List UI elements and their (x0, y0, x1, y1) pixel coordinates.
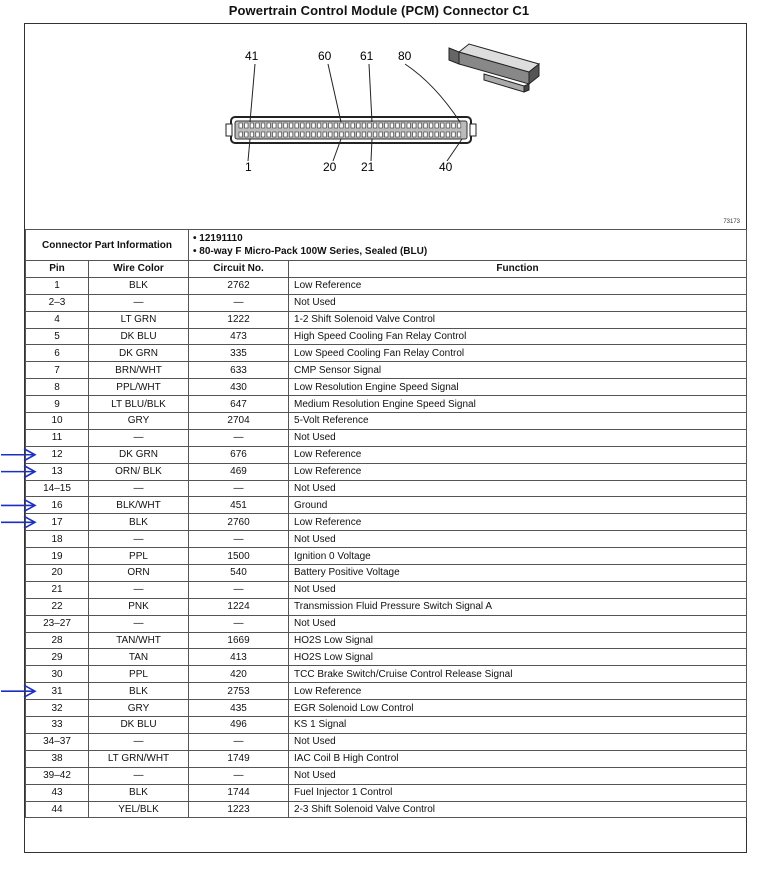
function-cell: 1-2 Shift Solenoid Valve Control (289, 311, 747, 328)
pin-cavity (385, 132, 388, 137)
latch-right (470, 124, 476, 136)
circuit-cell: 2760 (189, 514, 289, 531)
pin-cavity (245, 132, 248, 137)
pin-cavity (429, 132, 432, 137)
function-cell: Not Used (289, 531, 747, 548)
pin-cell: 1 (26, 277, 89, 294)
pin-cell: 23–27 (26, 615, 89, 632)
pin-cell: 12 (26, 446, 89, 463)
function-cell: KS 1 Signal (289, 717, 747, 734)
table-row (26, 801, 747, 818)
function-cell: Not Used (289, 615, 747, 632)
wire-color-cell: — (89, 733, 189, 750)
circuit-cell: 435 (189, 700, 289, 717)
function-cell: Not Used (289, 767, 747, 784)
pin-cavity (317, 132, 320, 137)
page-title: Powertrain Control Module (PCM) Connector C1 (228, 3, 530, 18)
pin-cavity (401, 123, 404, 128)
circuit-cell: 2753 (189, 683, 289, 700)
table-row (26, 615, 747, 632)
function-cell: Not Used (289, 294, 747, 311)
pin-cavity (284, 132, 287, 137)
table-row (26, 717, 747, 734)
pin-cavity (329, 123, 332, 128)
wire-color-cell: BRN/WHT (89, 362, 189, 379)
pin-cavity (334, 132, 337, 137)
pin-cell: 20 (26, 565, 89, 582)
pin-cavity (401, 132, 404, 137)
table-row (26, 429, 747, 446)
pin-cavity (250, 123, 253, 128)
pin-cell: 6 (26, 345, 89, 362)
wire-color-cell: DK GRN (89, 446, 189, 463)
circuit-cell: 451 (189, 497, 289, 514)
pin-cavity (435, 123, 438, 128)
pin-cell: 17 (26, 514, 89, 531)
pin-cell: 39–42 (26, 767, 89, 784)
pin-cavity (396, 132, 399, 137)
table-row (26, 581, 747, 598)
leader-41 (250, 64, 255, 122)
pin-cavity (245, 123, 248, 128)
connector-part-number: • 12191110 (193, 233, 243, 244)
table-row (26, 294, 747, 311)
table-row (26, 514, 747, 531)
table-row (26, 413, 747, 430)
figure-number: 73173 (723, 219, 740, 225)
connector-document (24, 23, 747, 853)
function-cell: Not Used (289, 581, 747, 598)
pin-cavity (317, 123, 320, 128)
circuit-cell: — (189, 480, 289, 497)
pin-cell: 8 (26, 379, 89, 396)
table-row (26, 446, 747, 463)
pin-table (25, 229, 747, 818)
function-cell: Ignition 0 Voltage (289, 548, 747, 565)
circuit-cell: 430 (189, 379, 289, 396)
table-row (26, 666, 747, 683)
table-row (26, 396, 747, 413)
pin-cell: 16 (26, 497, 89, 514)
pin-cavity (441, 123, 444, 128)
function-cell: Low Reference (289, 277, 747, 294)
pin-cell: 34–37 (26, 733, 89, 750)
pin-cavity (256, 123, 259, 128)
circuit-cell: 2762 (189, 277, 289, 294)
circuit-cell: 1500 (189, 548, 289, 565)
function-cell: Low Resolution Engine Speed Signal (289, 379, 747, 396)
pin-cell: 9 (26, 396, 89, 413)
pin-cavity (373, 123, 376, 128)
pin-cavity (362, 123, 365, 128)
function-cell: 5-Volt Reference (289, 413, 747, 430)
pin-cell: 44 (26, 801, 89, 818)
pin-cavity (345, 123, 348, 128)
circuit-cell: 647 (189, 396, 289, 413)
pin-cavity (334, 123, 337, 128)
table-row (26, 700, 747, 717)
circuit-cell: 2704 (189, 413, 289, 430)
function-cell: HO2S Low Signal (289, 649, 747, 666)
wire-color-cell: BLK (89, 784, 189, 801)
pin-label-20: 20 (323, 160, 337, 174)
wire-color-cell: — (89, 581, 189, 598)
function-cell: High Speed Cooling Fan Relay Control (289, 328, 747, 345)
pin-label-61: 61 (360, 49, 374, 63)
circuit-cell: 413 (189, 649, 289, 666)
wire-color-cell: PPL (89, 666, 189, 683)
circuit-cell: 540 (189, 565, 289, 582)
pin-cavity (323, 132, 326, 137)
function-cell: Fuel Injector 1 Control (289, 784, 747, 801)
pin-cavity (278, 123, 281, 128)
wire-color-cell: ORN (89, 565, 189, 582)
pin-cavity (306, 132, 309, 137)
pin-cavity (295, 123, 298, 128)
pin-cavity (239, 132, 242, 137)
pin-cell: 30 (26, 666, 89, 683)
pin-cavity (278, 132, 281, 137)
pin-cavity (407, 123, 410, 128)
function-cell: Battery Positive Voltage (289, 565, 747, 582)
pin-cell: 33 (26, 717, 89, 734)
pin-cavity (256, 132, 259, 137)
pin-cavity (373, 132, 376, 137)
pin-cavity (379, 123, 382, 128)
circuit-cell: 1669 (189, 632, 289, 649)
circuit-cell: 420 (189, 666, 289, 683)
latch-left (226, 124, 232, 136)
function-cell: CMP Sensor Signal (289, 362, 747, 379)
table-header-row (26, 261, 747, 278)
pin-cell: 10 (26, 413, 89, 430)
header-function: Function (289, 261, 747, 278)
pin-cavity (452, 123, 455, 128)
pin-cell: 43 (26, 784, 89, 801)
table-row (26, 767, 747, 784)
circuit-cell: 676 (189, 446, 289, 463)
circuit-cell: 1222 (189, 311, 289, 328)
pin-cavity (357, 123, 360, 128)
pin-cavity (301, 132, 304, 137)
pin-cavity (368, 132, 371, 137)
pin-cavity (306, 123, 309, 128)
pin-cell: 11 (26, 429, 89, 446)
table-row (26, 649, 747, 666)
connector-icon (449, 44, 539, 92)
table-row (26, 632, 747, 649)
wire-color-cell: BLK (89, 277, 189, 294)
pin-cavity (424, 132, 427, 137)
wire-color-cell: LT BLU/BLK (89, 396, 189, 413)
function-cell: Low Reference (289, 514, 747, 531)
wire-color-cell: TAN/WHT (89, 632, 189, 649)
wire-color-cell: — (89, 480, 189, 497)
pin-cavity (273, 123, 276, 128)
wire-color-cell: GRY (89, 700, 189, 717)
pin-label-1: 1 (245, 160, 252, 174)
circuit-cell: — (189, 429, 289, 446)
circuit-cell: 496 (189, 717, 289, 734)
connector-diagram (25, 24, 746, 230)
leader-80 (405, 64, 460, 122)
table-row (26, 565, 747, 582)
pin-cavity (345, 132, 348, 137)
circuit-cell: 335 (189, 345, 289, 362)
wire-color-cell: PPL (89, 548, 189, 565)
table-row (26, 598, 747, 615)
circuit-cell: 469 (189, 463, 289, 480)
function-cell: Not Used (289, 733, 747, 750)
circuit-cell: 1224 (189, 598, 289, 615)
circuit-cell: — (189, 581, 289, 598)
wire-color-cell: — (89, 767, 189, 784)
table-row (26, 497, 747, 514)
pin-cavity (441, 132, 444, 137)
pin-cavity (239, 123, 242, 128)
pin-cavity (273, 132, 276, 137)
pin-cavity (418, 123, 421, 128)
pin-cavity (407, 132, 410, 137)
pin-label-41: 41 (245, 49, 259, 63)
circuit-cell: — (189, 733, 289, 750)
header-circuit-no: Circuit No. (189, 261, 289, 278)
pin-cavity (261, 123, 264, 128)
pin-cavity (413, 123, 416, 128)
table-row (26, 379, 747, 396)
table-row (26, 480, 747, 497)
pin-cavity (312, 132, 315, 137)
pin-cavity (351, 123, 354, 128)
pin-cell: 32 (26, 700, 89, 717)
pin-cell: 22 (26, 598, 89, 615)
pin-cell: 13 (26, 463, 89, 480)
function-cell: Medium Resolution Engine Speed Signal (289, 396, 747, 413)
circuit-cell: — (189, 767, 289, 784)
pin-cavity (418, 132, 421, 137)
wire-color-cell: PPL/WHT (89, 379, 189, 396)
table-row (26, 277, 747, 294)
pin-cavity (340, 132, 343, 137)
wire-color-cell: DK GRN (89, 345, 189, 362)
function-cell: Low Reference (289, 683, 747, 700)
pin-cavity (379, 132, 382, 137)
pin-cavity (267, 123, 270, 128)
pin-cavity (295, 132, 298, 137)
wire-color-cell: — (89, 294, 189, 311)
table-row (26, 531, 747, 548)
pin-cavity (429, 123, 432, 128)
pin-label-40: 40 (439, 160, 453, 174)
table-row (26, 750, 747, 767)
pin-cavity (452, 132, 455, 137)
wire-color-cell: DK BLU (89, 328, 189, 345)
pin-cavity (340, 123, 343, 128)
function-cell: Low Speed Cooling Fan Relay Control (289, 345, 747, 362)
table-row (26, 784, 747, 801)
pin-cavity (413, 132, 416, 137)
wire-color-cell: PNK (89, 598, 189, 615)
pin-cavity (312, 123, 315, 128)
table-row (26, 683, 747, 700)
pin-cell: 21 (26, 581, 89, 598)
pin-cavity (267, 132, 270, 137)
function-cell: HO2S Low Signal (289, 632, 747, 649)
pin-cell: 28 (26, 632, 89, 649)
pin-cavity (424, 123, 427, 128)
pin-cavity (446, 132, 449, 137)
circuit-cell: — (189, 294, 289, 311)
pin-cavity (284, 123, 287, 128)
circuit-cell: 473 (189, 328, 289, 345)
circuit-cell: 633 (189, 362, 289, 379)
pin-cell: 18 (26, 531, 89, 548)
pin-cavity (323, 123, 326, 128)
pin-table-body (26, 230, 747, 818)
header-pin: Pin (26, 261, 89, 278)
pin-cavity (368, 123, 371, 128)
pin-cell: 29 (26, 649, 89, 666)
pin-cell: 2–3 (26, 294, 89, 311)
pin-cell: 7 (26, 362, 89, 379)
connector-info-list (189, 230, 747, 261)
pin-cavity (362, 132, 365, 137)
pin-label-21: 21 (361, 160, 375, 174)
table-row (26, 362, 747, 379)
table-row (26, 463, 747, 480)
pin-cavity (390, 132, 393, 137)
pin-cell: 38 (26, 750, 89, 767)
table-row (26, 733, 747, 750)
pin-cavity (390, 123, 393, 128)
connector-part-description: • 80-way F Micro-Pack 100W Series, Sealed (BLU) (193, 246, 428, 257)
function-cell: Transmission Fluid Pressure Switch Signal A (289, 598, 747, 615)
connector-info-row (26, 230, 747, 261)
circuit-cell: 1744 (189, 784, 289, 801)
pin-cavity (289, 123, 292, 128)
wire-color-cell: GRY (89, 413, 189, 430)
wire-color-cell: — (89, 615, 189, 632)
wire-color-cell: LT GRN (89, 311, 189, 328)
pin-cell: 14–15 (26, 480, 89, 497)
header-wire-color: Wire Color (89, 261, 189, 278)
function-cell: EGR Solenoid Low Control (289, 700, 747, 717)
function-cell: Low Reference (289, 463, 747, 480)
wire-color-cell: — (89, 531, 189, 548)
wire-color-cell: BLK (89, 683, 189, 700)
function-cell: Low Reference (289, 446, 747, 463)
pin-cavity (385, 123, 388, 128)
pin-cavity (289, 132, 292, 137)
function-cell: IAC Coil B High Control (289, 750, 747, 767)
leader-61 (369, 64, 372, 122)
leader-60 (328, 64, 341, 122)
wire-color-cell: ORN/ BLK (89, 463, 189, 480)
pin-cavity (301, 123, 304, 128)
pin-cavity (261, 132, 264, 137)
pin-cavity (250, 132, 253, 137)
function-cell: TCC Brake Switch/Cruise Control Release Signal (289, 666, 747, 683)
wire-color-cell: DK BLU (89, 717, 189, 734)
connector-info-label: Connector Part Information (26, 230, 189, 261)
table-row (26, 345, 747, 362)
pin-cell: 5 (26, 328, 89, 345)
connector-drawing (25, 24, 746, 229)
pin-cavity (357, 132, 360, 137)
function-cell: Ground (289, 497, 747, 514)
pin-cavity (351, 132, 354, 137)
pin-cavity (446, 123, 449, 128)
pin-label-80: 80 (398, 49, 412, 63)
function-cell: Not Used (289, 480, 747, 497)
pin-cavity (435, 132, 438, 137)
pin-cell: 19 (26, 548, 89, 565)
pin-cell: 4 (26, 311, 89, 328)
wire-color-cell: LT GRN/WHT (89, 750, 189, 767)
pin-cavity (457, 132, 460, 137)
pin-label-60: 60 (318, 49, 332, 63)
table-row (26, 548, 747, 565)
function-cell: Not Used (289, 429, 747, 446)
wire-color-cell: BLK (89, 514, 189, 531)
pin-cavity (329, 132, 332, 137)
wire-color-cell: — (89, 429, 189, 446)
table-row (26, 328, 747, 345)
function-cell: 2-3 Shift Solenoid Valve Control (289, 801, 747, 818)
wire-color-cell: BLK/WHT (89, 497, 189, 514)
table-row (26, 311, 747, 328)
wire-color-cell: TAN (89, 649, 189, 666)
circuit-cell: 1749 (189, 750, 289, 767)
pin-cavity (396, 123, 399, 128)
pin-cell: 31 (26, 683, 89, 700)
pin-cavity (457, 123, 460, 128)
circuit-cell: — (189, 531, 289, 548)
wire-color-cell: YEL/BLK (89, 801, 189, 818)
circuit-cell: 1223 (189, 801, 289, 818)
circuit-cell: — (189, 615, 289, 632)
